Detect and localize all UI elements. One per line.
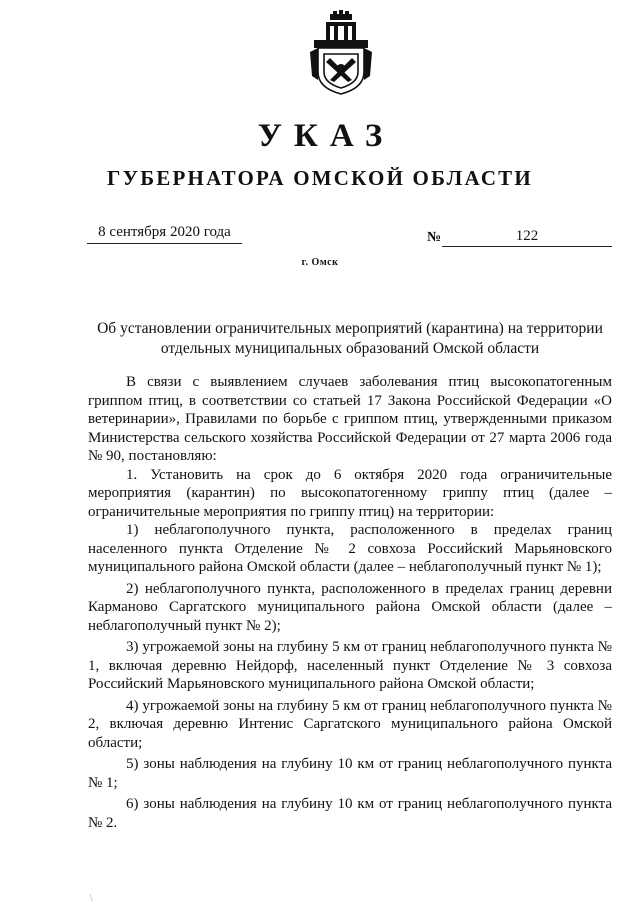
preamble-paragraph: В связи с выявлением случаев заболевания птиц высокопатогенным гриппом птиц, в соответствии со статьей 17 Закона Российской Федерации «О ветеринарии», Правилами по борьбе с гриппом птиц, утвержденными приказом Министерства сельского хозяйства Российской Федерации от 27 марта 2006 года № 90, постановляю: <box>88 374 612 464</box>
subclause-2-paragraph: 2) неблагополучного пункта, расположенного в пределах границ деревни Карманово Саргатского муниципального района Омской области (далее – неблагополучный пункт № 2); <box>88 580 612 634</box>
document-number: 122 <box>442 228 612 247</box>
document-title: УКАЗ <box>257 118 395 154</box>
subclause-1-paragraph: 1) неблагополучного пункта, расположенного в пределах границ населенного пункта Отделение № 2 совхоза Российский Марьяновского муниципального района Омской области (далее – неблагополучный пункт № 1); <box>88 522 612 575</box>
coat-of-arms-icon <box>304 10 378 96</box>
document-city: г. Омск <box>301 257 339 268</box>
document-body <box>88 373 612 832</box>
subclause-5-paragraph: 5) зоны наблюдения на глубину 10 км от границ неблагополучного пункта № 1; <box>88 756 612 791</box>
clause-1-paragraph: 1. Установить на срок до 6 октября 2020 года ограничительные мероприятия (карантин) по высокопатогенному гриппу птиц (далее – ограничительные мероприятия по гриппу птиц) на территории: <box>88 466 612 520</box>
document-date: 8 сентября 2020 года <box>87 224 242 244</box>
document-subtitle: ГУБЕРНАТОРА ОМСКОЙ ОБЛАСТИ <box>107 166 533 190</box>
number-label: № <box>427 230 442 245</box>
document-heading: Об установлении ограничительных мероприятий (карантина) на территории отдельных муниципальных образований Омской области <box>97 320 603 357</box>
subclause-4-paragraph: 4) угрожаемой зоны на глубину 5 км от границ неблагополучного пункта № 2, включая деревню Интенис Саргатского муниципального района Омской области; <box>88 697 612 751</box>
subclause-3-paragraph: 3) угрожаемой зоны на глубину 5 км от границ неблагополучного пункта № 1, включая деревню Нейдорф, населенный пункт Отделение № 3 совхоза Российский Марьяновского муниципального района Омской области; <box>88 639 612 692</box>
scan-mark: \ <box>90 893 93 903</box>
subclause-6-paragraph: 6) зоны наблюдения на глубину 10 км от границ неблагополучного пункта № 2. <box>88 796 612 831</box>
